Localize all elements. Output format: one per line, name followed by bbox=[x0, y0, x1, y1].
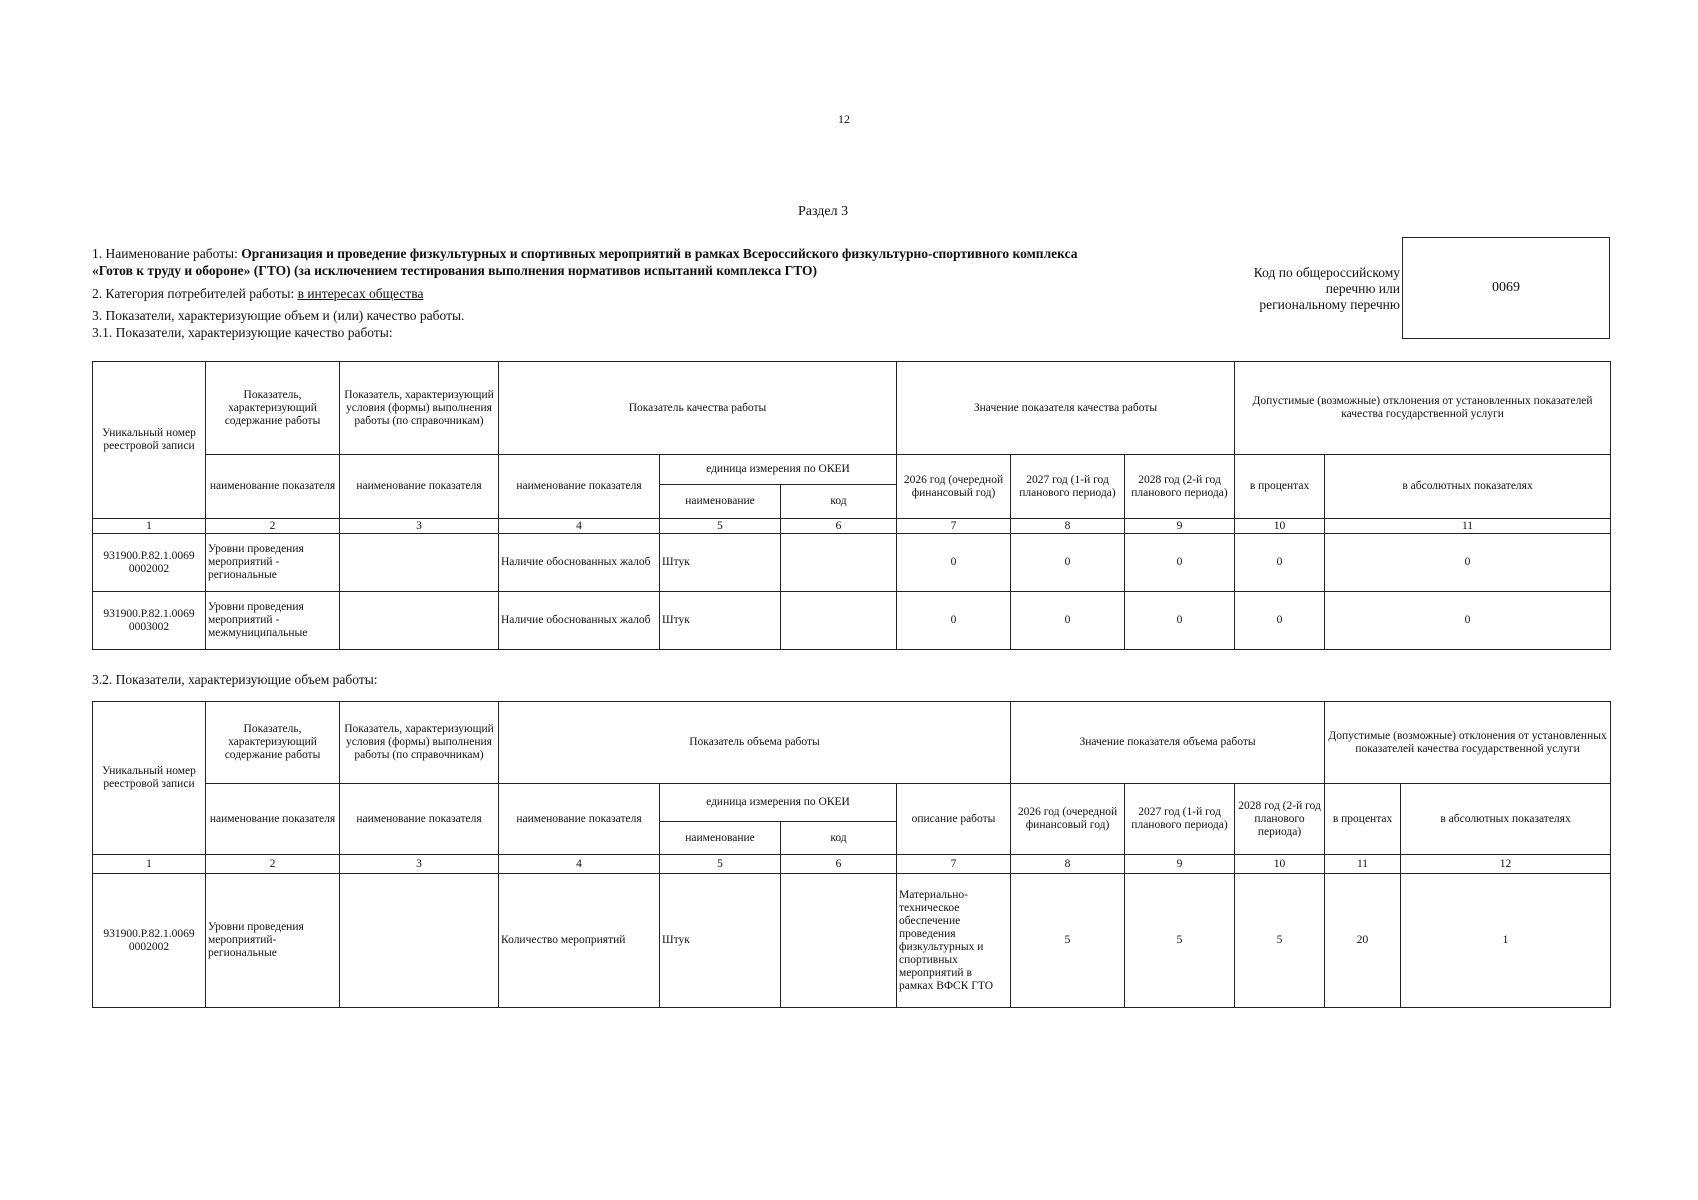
table-row bbox=[93, 534, 1611, 592]
header-conditions-indicator: Показатель, характеризующий условия (формы) выполнения работы (по справочникам) bbox=[340, 362, 499, 455]
table-row bbox=[93, 874, 1611, 1008]
column-number: 6 bbox=[781, 519, 897, 534]
indicators-line: 3. Показатели, характеризующие объем и (или) качество работы. bbox=[92, 308, 465, 323]
volume-indicators-heading: 3.2. Показатели, характеризующие объем работы: bbox=[92, 672, 378, 687]
column-number: 7 bbox=[897, 855, 1011, 874]
value-2027: 0 bbox=[1011, 534, 1125, 592]
deviation-absolute: 1 bbox=[1401, 874, 1611, 1008]
work-name-label: 1. Наименование работы: bbox=[92, 246, 242, 261]
column-number: 2 bbox=[206, 855, 340, 874]
column-number: 7 bbox=[897, 519, 1011, 534]
column-number: 10 bbox=[1235, 519, 1325, 534]
content-indicator: Уровни проведения мероприятий - региональные bbox=[206, 534, 340, 592]
unit-name: Штук bbox=[660, 874, 781, 1008]
unit-code bbox=[781, 592, 897, 650]
header-volume-value: Значение показателя объема работы bbox=[1011, 702, 1325, 784]
header-quality-indicator: Показатель качества работы bbox=[499, 362, 897, 455]
header-year-2028: 2028 год (2-й год планового периода) bbox=[1125, 455, 1235, 519]
work-name-line-2 bbox=[92, 263, 817, 279]
header-quality-value: Значение показателя качества работы bbox=[897, 362, 1235, 455]
header-absolute: в абсолютных показателях bbox=[1401, 784, 1611, 855]
header-volume-indicator: Показатель объема работы bbox=[499, 702, 1011, 784]
code-label-1: Код по общероссийскому bbox=[1253, 265, 1400, 280]
header-percent: в процентах bbox=[1235, 455, 1325, 519]
column-number: 5 bbox=[660, 519, 781, 534]
content-indicator: Уровни проведения мероприятий- региональные bbox=[206, 874, 340, 1008]
header-indicator-name: наименование показателя bbox=[206, 784, 340, 855]
column-number: 1 bbox=[93, 855, 206, 874]
unit-name: Штук bbox=[660, 534, 781, 592]
header-unique-number: Уникальный номер реестровой записи bbox=[93, 702, 206, 855]
quality-indicator-name: Наличие обоснованных жалоб bbox=[499, 534, 660, 592]
code-label-3: региональному перечню bbox=[1259, 297, 1400, 312]
header-content-indicator: Показатель, характеризующий содержание работы bbox=[206, 362, 340, 455]
value-2026: 0 bbox=[897, 592, 1011, 650]
header-indicator-name: наименование показателя bbox=[499, 455, 660, 519]
work-description: Материально-техническое обеспечение проведения физкультурных и спортивных мероприятий в рамках ВФСК ГТО bbox=[897, 874, 1011, 1008]
column-number: 12 bbox=[1401, 855, 1611, 874]
column-number: 5 bbox=[660, 855, 781, 874]
column-number: 8 bbox=[1011, 855, 1125, 874]
header-year-2027: 2027 год (1-й год планового периода) bbox=[1011, 455, 1125, 519]
header-okei-name: наименование bbox=[660, 485, 781, 519]
header-indicator-name: наименование показателя bbox=[206, 455, 340, 519]
header-okei-code: код bbox=[781, 485, 897, 519]
header-okei-code: код bbox=[781, 822, 897, 855]
header-year-2028: 2028 год (2-й год планового периода) bbox=[1235, 784, 1325, 855]
code-label-2: перечню или bbox=[1325, 281, 1400, 296]
value-2028: 5 bbox=[1235, 874, 1325, 1008]
column-number: 3 bbox=[340, 855, 499, 874]
volume-table bbox=[92, 701, 1611, 1008]
conditions-indicator bbox=[340, 534, 499, 592]
header-absolute: в абсолютных показателях bbox=[1325, 455, 1611, 519]
conditions-indicator bbox=[340, 874, 499, 1008]
value-2028: 0 bbox=[1125, 592, 1235, 650]
deviation-percent: 20 bbox=[1325, 874, 1401, 1008]
code-label bbox=[1180, 265, 1400, 313]
registry-number: 931900.Р.82.1.0069 0003002 bbox=[93, 592, 206, 650]
header-indicator-name: наименование показателя bbox=[340, 455, 499, 519]
volume-indicator-name: Количество мероприятий bbox=[499, 874, 660, 1008]
page-number: 12 bbox=[838, 112, 850, 126]
header-year-2027: 2027 год (1-й год планового периода) bbox=[1125, 784, 1235, 855]
header-indicator-name: наименование показателя bbox=[499, 784, 660, 855]
quality-indicator-name: Наличие обоснованных жалоб bbox=[499, 592, 660, 650]
content-indicator: Уровни проведения мероприятий - межмуниципальные bbox=[206, 592, 340, 650]
work-name-value: Организация и проведение физкультурных и спортивных мероприятий в рамках Всероссийского физкультурно-спортивного комплекса bbox=[241, 246, 1078, 261]
deviation-absolute: 0 bbox=[1325, 534, 1611, 592]
column-number: 8 bbox=[1011, 519, 1125, 534]
value-2026: 5 bbox=[1011, 874, 1125, 1008]
header-year-2026: 2026 год (очередной финансовый год) bbox=[1011, 784, 1125, 855]
value-2027: 5 bbox=[1125, 874, 1235, 1008]
code-value: 0069 bbox=[1492, 280, 1520, 295]
value-2027: 0 bbox=[1011, 592, 1125, 650]
work-name-line bbox=[92, 246, 1078, 262]
column-number: 10 bbox=[1235, 855, 1325, 874]
registry-number: 931900.Р.82.1.0069 0002002 bbox=[93, 874, 206, 1008]
column-number: 2 bbox=[206, 519, 340, 534]
unit-code bbox=[781, 874, 897, 1008]
header-okei-unit: единица измерения по ОКЕИ bbox=[660, 455, 897, 485]
column-number: 11 bbox=[1325, 519, 1611, 534]
quality-table bbox=[92, 361, 1611, 650]
value-2028: 0 bbox=[1125, 534, 1235, 592]
column-number: 4 bbox=[499, 855, 660, 874]
table-row bbox=[93, 592, 1611, 650]
work-name-value-cont: «Готов к труду и обороне» (ГТО) (за исключением тестирования выполнения нормативов испытаний комплекса ГТО) bbox=[92, 263, 818, 278]
column-number: 1 bbox=[93, 519, 206, 534]
header-deviation: Допустимые (возможные) отклонения от установленных показателей качества государственной услуги bbox=[1325, 702, 1611, 784]
header-okei-name: наименование bbox=[660, 822, 781, 855]
registry-number: 931900.Р.82.1.0069 0002002 bbox=[93, 534, 206, 592]
column-number: 6 bbox=[781, 855, 897, 874]
unit-code bbox=[781, 534, 897, 592]
consumer-category-label: 2. Категория потребителей работы: bbox=[92, 286, 298, 301]
column-number: 4 bbox=[499, 519, 660, 534]
value-2026: 0 bbox=[897, 534, 1011, 592]
deviation-percent: 0 bbox=[1235, 592, 1325, 650]
header-content-indicator: Показатель, характеризующий содержание работы bbox=[206, 702, 340, 784]
consumer-category-value: в интересах общества bbox=[297, 286, 424, 301]
header-unique-number: Уникальный номер реестровой записи bbox=[93, 362, 206, 519]
code-box bbox=[1402, 237, 1610, 339]
conditions-indicator bbox=[340, 592, 499, 650]
header-work-description: описание работы bbox=[897, 784, 1011, 855]
header-conditions-indicator: Показатель, характеризующий условия (формы) выполнения работы (по справочникам) bbox=[340, 702, 499, 784]
consumer-category-line bbox=[92, 286, 423, 302]
column-number: 9 bbox=[1125, 855, 1235, 874]
quality-indicators-heading: 3.1. Показатели, характеризующие качество работы: bbox=[92, 325, 393, 340]
header-deviation: Допустимые (возможные) отклонения от установленных показателей качества государственной услуги bbox=[1235, 362, 1611, 455]
column-number: 3 bbox=[340, 519, 499, 534]
header-okei-unit: единица измерения по ОКЕИ bbox=[660, 784, 897, 822]
section-title: Раздел 3 bbox=[798, 204, 849, 219]
deviation-absolute: 0 bbox=[1325, 592, 1611, 650]
deviation-percent: 0 bbox=[1235, 534, 1325, 592]
header-indicator-name: наименование показателя bbox=[340, 784, 499, 855]
column-number: 9 bbox=[1125, 519, 1235, 534]
header-year-2026: 2026 год (очередной финансовый год) bbox=[897, 455, 1011, 519]
unit-name: Штук bbox=[660, 592, 781, 650]
column-number: 11 bbox=[1325, 855, 1401, 874]
header-percent: в процентах bbox=[1325, 784, 1401, 855]
